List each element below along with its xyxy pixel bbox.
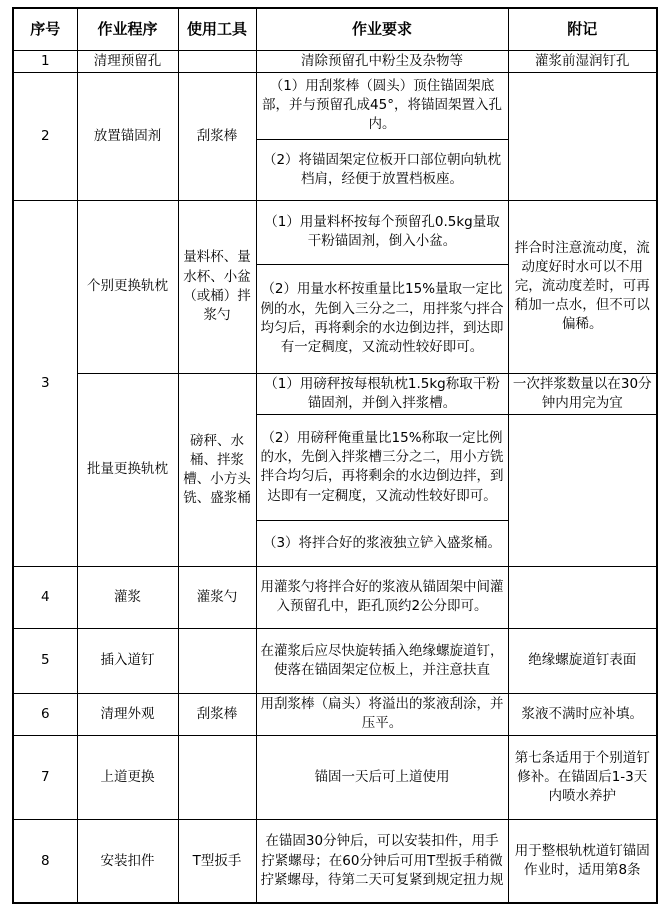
cell-procedure-5: 插入道钉 (77, 628, 178, 693)
header-col-requirement: 作业要求 (256, 8, 508, 50)
table-row (13, 566, 657, 628)
cell-procedure-6: 清理外观 (77, 693, 178, 735)
cell-procedure-8: 安装扣件 (77, 819, 178, 903)
cell-no-5: 5 (13, 628, 77, 693)
table-row (13, 50, 657, 72)
cell-requirement-6: 用刮浆棒（扁头）将溢出的浆液刮涂，并压平。 (256, 693, 508, 735)
header-col-procedure: 作业程序 (77, 8, 178, 50)
header-col-note: 附记 (508, 8, 657, 50)
table-header-row (13, 8, 657, 50)
cell-note-2 (508, 72, 657, 200)
cell-requirement-1: 清除预留孔中粉尘及杂物等 (256, 50, 508, 72)
cell-note-6: 浆液不满时应补填。 (508, 693, 657, 735)
cell-procedure-3b: 批量更换轨枕 (77, 373, 178, 566)
cell-note-3b-2 (508, 414, 657, 566)
cell-tool-5 (178, 628, 256, 693)
cell-note-7: 第七条适用于个别道钉修补。在锚固后1-3天内喷水养护 (508, 735, 657, 819)
table-row (13, 72, 657, 139)
cell-requirement-2-1: （1）用刮浆棒（圆头）顶住锚固架底部，并与预留孔成45°，将锚固架置入孔内。 (256, 72, 508, 139)
cell-no-6: 6 (13, 693, 77, 735)
table-row (13, 693, 657, 735)
cell-requirement-3b-2: （2）用磅秤俺重量比15%称取一定比例的水，先倒入拌浆槽三分之二，用小方铣拌合均匀后，再将剩余的水边倒边拌，到达即有一定稠度，又流动性较好即可。 (256, 414, 508, 520)
table-row (13, 373, 657, 414)
cell-note-5: 绝缘螺旋道钉表面 (508, 628, 657, 693)
header-col-tool: 使用工具 (178, 8, 256, 50)
cell-procedure-1: 清理预留孔 (77, 50, 178, 72)
cell-note-8: 用于整根轨枕道钉锚固作业时，适用第8条 (508, 819, 657, 903)
cell-tool-1 (178, 50, 256, 72)
cell-requirement-7: 锚固一天后可上道使用 (256, 735, 508, 819)
cell-no-2: 2 (13, 72, 77, 200)
cell-note-3b-1: 一次拌浆数量以在30分钟内用完为宜 (508, 373, 657, 414)
cell-requirement-3a-2: （2）用量水杯按重量比15%量取一定比例的水，先倒入三分之二，用拌浆勺拌合均匀后，再将剩余的水边倒边拌，到达即有一定稠度，又流动性较好即可。 (256, 264, 508, 373)
cell-tool-2: 刮浆棒 (178, 72, 256, 200)
cell-no-3: 3 (13, 200, 77, 566)
cell-no-8: 8 (13, 819, 77, 903)
cell-requirement-3a-1: （1）用量料杯按每个预留孔0.5kg量取干粉锚固剂，倒入小盆。 (256, 200, 508, 264)
cell-requirement-4: 用灌浆勺将拌合好的浆液从锚固架中间灌入预留孔中，距孔顶约2公分即可。 (256, 566, 508, 628)
cell-tool-6: 刮浆棒 (178, 693, 256, 735)
cell-procedure-3a: 个别更换轨枕 (77, 200, 178, 373)
cell-no-7: 7 (13, 735, 77, 819)
cell-requirement-5: 在灌浆后应尽快旋转插入绝缘螺旋道钉，使落在锚固架定位板上，并注意扶直 (256, 628, 508, 693)
cell-tool-3a: 量料杯、量水杯、小盆（或桶）拌浆勺 (178, 200, 256, 373)
table-row (13, 735, 657, 819)
cell-tool-7 (178, 735, 256, 819)
cell-requirement-2-2: （2）将锚固架定位板开口部位朝向轨枕档肩，经便于放置档板座。 (256, 139, 508, 200)
cell-procedure-4: 灌浆 (77, 566, 178, 628)
cell-tool-3b: 磅秤、水桶、拌浆槽、小方头铣、盛浆桶 (178, 373, 256, 566)
cell-procedure-7: 上道更换 (77, 735, 178, 819)
cell-no-4: 4 (13, 566, 77, 628)
cell-no-1: 1 (13, 50, 77, 72)
cell-requirement-3b-3: （3）将拌合好的浆液独立铲入盛浆桶。 (256, 520, 508, 566)
cell-note-4 (508, 566, 657, 628)
table-row (13, 628, 657, 693)
table-row (13, 200, 657, 264)
header-col-no: 序号 (13, 8, 77, 50)
cell-note-1: 灌浆前湿润钉孔 (508, 50, 657, 72)
cell-requirement-3b-1: （1）用磅秤按每根轨枕1.5kg称取干粉锚固剂，并倒入拌浆槽。 (256, 373, 508, 414)
cell-procedure-2: 放置锚固剂 (77, 72, 178, 200)
cell-tool-8: T型扳手 (178, 819, 256, 903)
cell-requirement-8: 在锚固30分钟后，可以安装扣件，用手拧紧螺母；在60分钟后可用T型扳手稍微拧紧螺母，待第二天可复紧到规定扭力规 (256, 819, 508, 903)
cell-tool-4: 灌浆勺 (178, 566, 256, 628)
table-row (13, 819, 657, 903)
work-procedure-table (12, 7, 658, 904)
cell-note-3a: 拌合时注意流动度，流动度好时水可以不用完，流动度差时，可再稍加一点水，但不可以偏稀。 (508, 200, 657, 373)
